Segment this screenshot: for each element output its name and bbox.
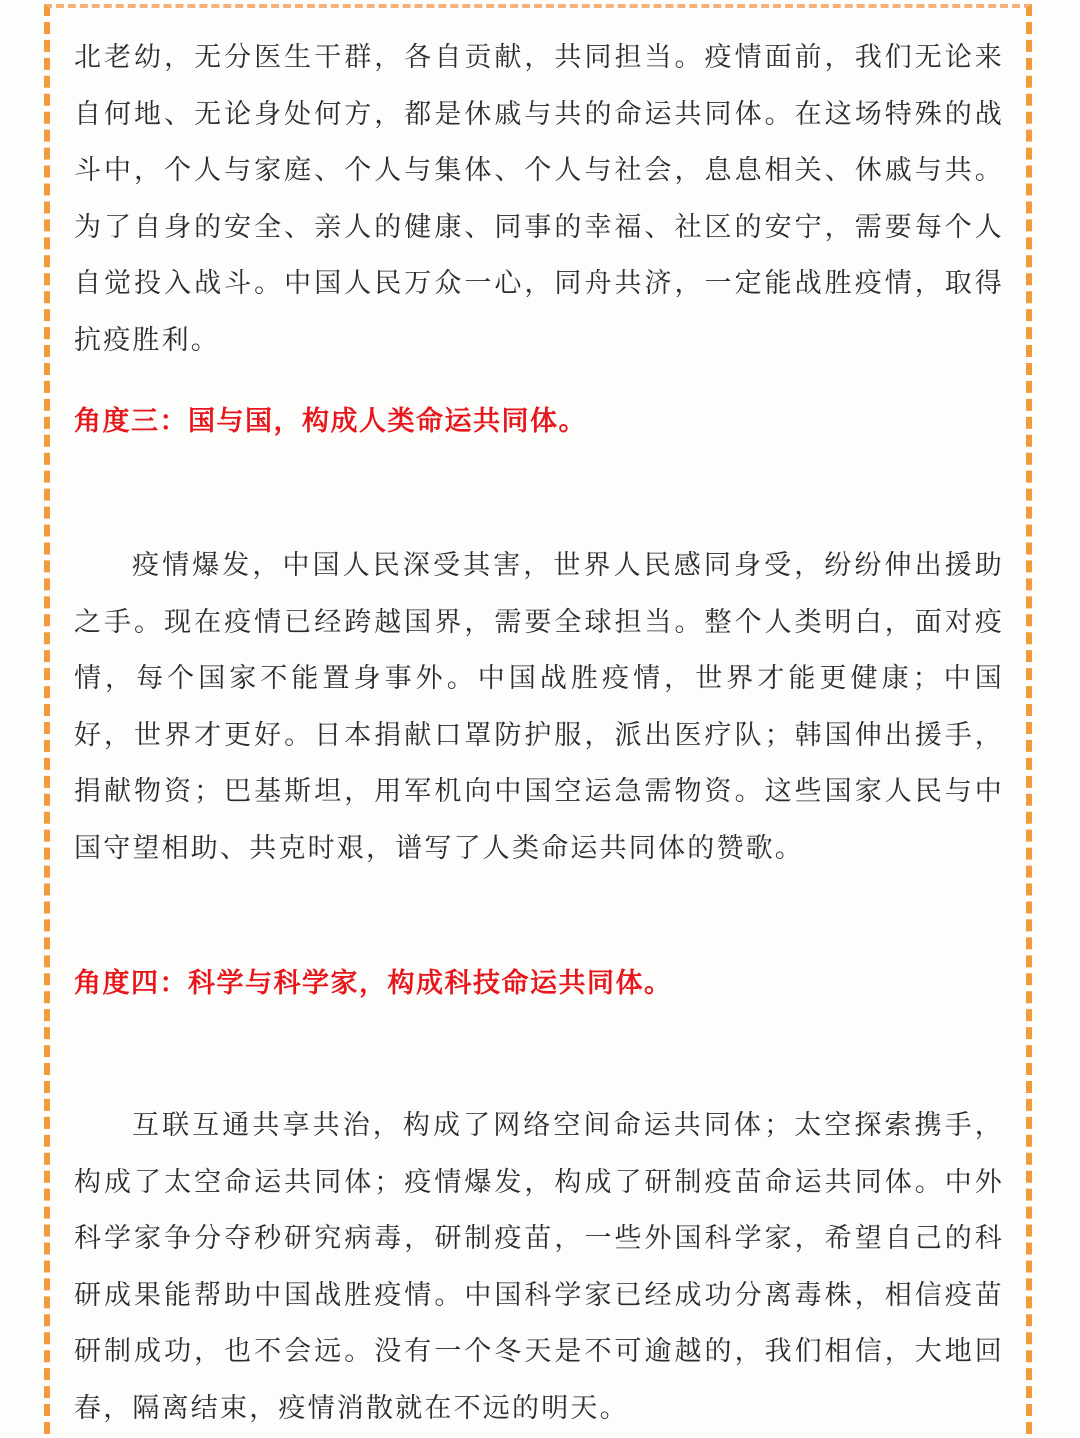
heading-angle-four: 角度四：科学与科学家，构成科技命运共同体。 — [74, 968, 673, 999]
heading-angle-three: 角度三：国与国，构成人类命运共同体。 — [74, 406, 587, 437]
paragraph-community: 北老幼，无分医生干群，各自贡献，共同担当。疫情面前，我们无论来自何地、无论身处何方，都是休戚与共的命运共同体。在这场特殊的战斗中，个人与家庭、个人与集体、个人与社会，息息相关、休戚与共。为了自身的安全、亲人的健康、同事的幸福、社区的安宁，需要每个人自觉投入战斗。中国人民万众一心，同舟共济，一定能战胜疫情，取得抗疫胜利。 — [74, 42, 1004, 356]
article-content — [74, 30, 1004, 1438]
paragraph-nations: 疫情爆发，中国人民深受其害，世界人民感同身受，纷纷伸出援助之手。现在疫情已经跨越国界，需要全球担当。整个人类明白，面对疫情，每个国家不能置身事外。中国战胜疫情，世界才能更健康；中国好，世界才更好。日本捐献口罩防护服，派出医疗队；韩国伸出援手，捐献物资；巴基斯坦，用军机向中国空运急需物资。这些国家人民与中国守望相助、共克时艰，谱写了人类命运共同体的赞歌。 — [74, 550, 1004, 864]
paragraph-science: 互联互通共享共治，构成了网络空间命运共同体；太空探索携手，构成了太空命运共同体；疫情爆发，构成了研制疫苗命运共同体。中外科学家争分夺秒研究病毒，研制疫苗，一些外国科学家，希望自己的科研成果能帮助中国战胜疫情。中国科学家已经成功分离毒株，相信疫苗研制成功，也不会远。没有一个冬天是不可逾越的，我们相信，大地回春，隔离结束，疫情消散就在不远的明天。 — [74, 1110, 1004, 1424]
